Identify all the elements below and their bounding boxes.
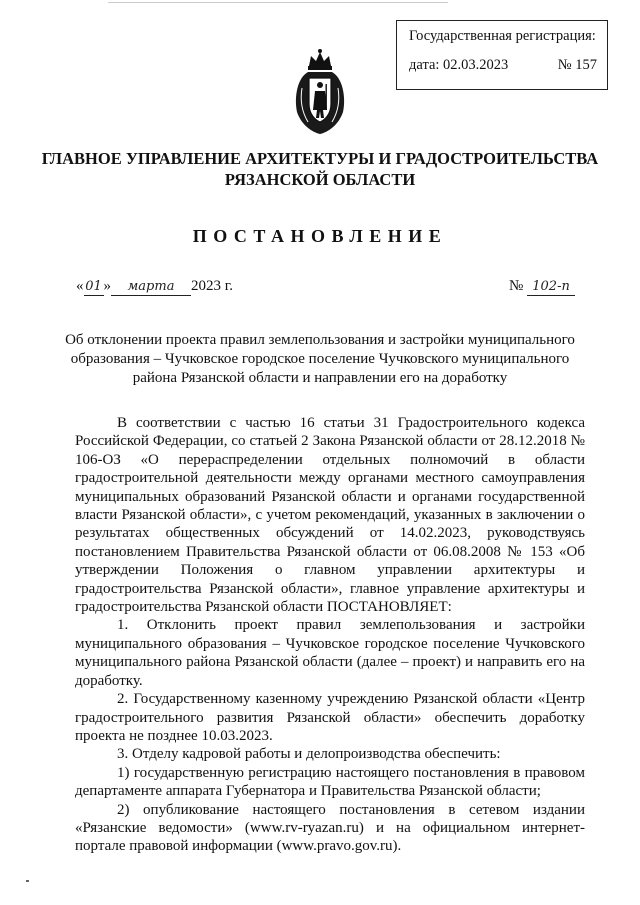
registration-date: 02.03.2023 — [443, 56, 509, 73]
body-paragraph-item-2: 2. Государственному казенному учреждению Рязанской области «Центр градостроительного развития Рязанской области» обеспечить доработку проекта не позднее 10.03.2023. — [75, 691, 585, 744]
registration-row — [409, 58, 597, 73]
body-paragraph-subitem-1: 1) государственную регистрацию настоящего постановления в правовом департаменте аппарата Губернатора и Правительства Рязанской области; — [75, 764, 585, 800]
ryazan-coat-of-arms-icon — [291, 48, 349, 136]
registration-stamp — [396, 20, 608, 90]
body-paragraph-item-1: 1. Отклонить проект правил землепользования и застройки муниципального образования – Чучковское городское поселение Чучковского муниципального района Рязанской области (далее – проект) и направить его на доработку. — [75, 617, 585, 689]
document-type-heading: ПОСТАНОВЛЕНИЕ — [192, 226, 448, 246]
registration-number: № 157 — [557, 56, 597, 73]
registration-title: Государственная регистрация: — [409, 28, 596, 44]
registration-date-group — [409, 58, 508, 73]
date-month: марта — [111, 279, 191, 296]
organization-name-line2: РЯЗАНСКОЙ ОБЛАСТИ — [224, 170, 416, 189]
date-day: 01 — [85, 279, 102, 294]
registration-date-label: дата: — [409, 56, 440, 73]
document-date — [76, 278, 233, 296]
body-paragraph-preamble: В соответствии с частью 16 статьи 31 Градостроительного кодекса Российской Федерации, со статьей 2 Закона Рязанской области от 28.12.2018 № 106-ОЗ «О перераспределении отдельных полномочий в области градостроительной деятельности между органами местного самоуправления муниципальных образований Рязанской области и органами государственной власти Рязанской области», с учетом рекомендаций, указанных в заключении о результатах общественных обсуждений от 14.02.2023, руководствуясь постановлением Правительства Рязанской области от 06.08.2008 № 153 «Об утверждении Положения о главном управлении архитектуры и градостроительства Рязанской области», главное управление архитектуры и градостроительства Рязанской области ПОСТАНОВЛЯЕТ: — [75, 415, 585, 616]
body-paragraph-subitem-2: 2) опубликование настоящего постановления в сетевом издании «Рязанские ведомости» (www.rv-ryazan.ru) и на официальном интернет-портале правовой информации (www.pravo.gov.ru). — [75, 801, 585, 855]
date-year: 2023 г. — [191, 278, 233, 294]
document-body — [75, 414, 585, 856]
date-close-quote: » — [103, 278, 111, 294]
date-open-quote: « — [76, 278, 84, 294]
body-paragraph-item-3: 3. Отделу кадровой работы и делопроизводства обеспечить: — [117, 746, 501, 763]
document-number-prefix: № — [509, 278, 524, 294]
scan-speck — [26, 880, 29, 882]
scan-edge-line — [108, 2, 448, 3]
document-number-value: 102-п — [527, 279, 575, 296]
organization-name-line1: ГЛАВНОЕ УПРАВЛЕНИЕ АРХИТЕКТУРЫ И ГРАДОСТРОИТЕЛЬСТВА — [41, 149, 599, 168]
document-number — [509, 278, 575, 296]
document-subject: Об отклонении проекта правил землепользования и застройки муниципального образования – Чучковское городское поселение Чучковского муниципального района Рязанской области и направлении его на доработку — [65, 332, 575, 386]
organization-name — [20, 148, 620, 190]
